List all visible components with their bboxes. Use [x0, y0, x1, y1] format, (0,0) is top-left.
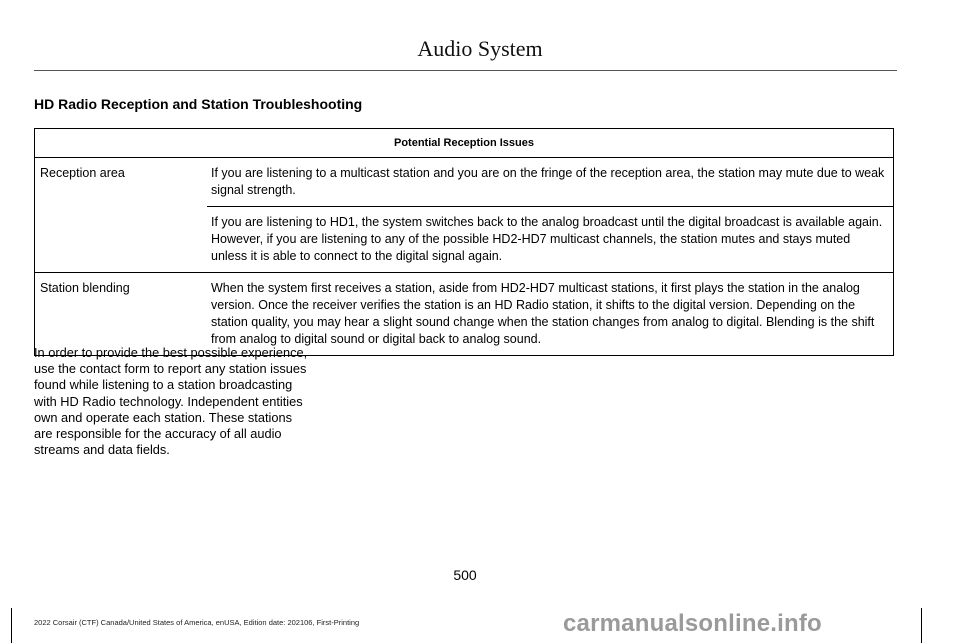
section-title: HD Radio Reception and Station Troubleshooting: [34, 96, 363, 112]
table-row: [35, 207, 894, 273]
reception-issues-table: [34, 128, 894, 356]
table-row: [35, 158, 894, 207]
page-number: 500: [453, 567, 477, 583]
header-divider: [34, 70, 897, 71]
table-cell-area: Station blending: [35, 273, 208, 356]
body-paragraph: In order to provide the best possible experience, use the contact form to report any station issues found while listening to a station broadcasting with HD Radio technology. Independent entities own and operate each station. These stations are responsible for the accuracy of all audio streams and data fields.: [34, 345, 308, 458]
watermark-text[interactable]: carmanualsonline.info: [563, 610, 822, 637]
table-cell-description: When the system first receives a station, aside from HD2-HD7 multicast stations, it first plays the station in the analog version. Once the receiver verifies the station is an HD Radio station, it shifts to the digital version. Depending on the station quality, you may hear a slight sound change when the station changes from analog to digital. Blending is the shift from analog to digital sound or digital back to analog sound.: [207, 273, 894, 356]
table-cell-description: If you are listening to HD1, the system switches back to the analog broadcast until the digital broadcast is available again. However, if you are listening to any of the possible HD2-HD7 multicast channels, the station mutes and stays muted unless it is able to connect to the digital signal again.: [207, 207, 894, 273]
crop-mark-left: [11, 608, 12, 643]
crop-mark-right: [921, 608, 922, 643]
table-cell-area: Reception area: [35, 158, 208, 207]
table-heading: Potential Reception Issues: [35, 129, 894, 158]
table-cell-area-empty: [35, 207, 208, 273]
page-header-title: Audio System: [417, 36, 543, 61]
edition-note: 2022 Corsair (CTF) Canada/United States of America, enUSA, Edition date: 202106, First-Printing: [34, 618, 360, 627]
table-row: [35, 273, 894, 356]
table-cell-description: If you are listening to a multicast station and you are on the fringe of the reception area, the station may mute due to weak signal strength.: [207, 158, 894, 207]
